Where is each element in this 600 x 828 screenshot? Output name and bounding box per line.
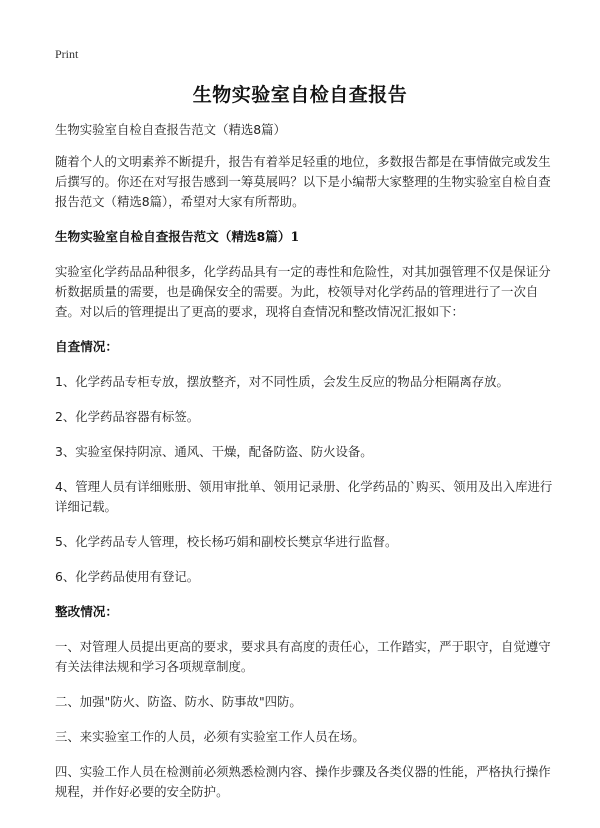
page-title: 生物实验室自检自查报告 — [192, 84, 408, 106]
self-check-item: 3、实验室保持阴凉、通风、干燥，配备防盗、防火设备。 — [55, 444, 373, 459]
document-subtitle: 生物实验室自检自查报告范文（精选8篇） — [55, 122, 286, 137]
intro-paragraph: 随着个人的文明素养不断提升，报告有着举足轻重的地位，多数报告都是在事情做完或发生后撰写的。你还在对写报告感到一筹莫展吗？以下是小编帮大家整理的生物实验室自检自查报告范文（精选8篇），希望对大家有所帮助。 — [55, 154, 551, 209]
document-body — [55, 120, 555, 817]
article-paragraph: 实验室化学药品品种很多，化学药品具有一定的毒性和危险性，对其加强管理不仅是保证分析数据质量的需要，也是确保安全的需要。为此，校领导对化学药品的管理进行了一次自查。对以后的管理提出了更高的要求，现将自查情况和整改情况汇报如下： — [55, 264, 551, 319]
rectification-item: 二、加强"防火、防盗、防水、防事故"四防。 — [55, 694, 302, 709]
rectification-item: 三、来实验室工作的人员，必须有实验室工作人员在场。 — [55, 729, 365, 744]
rectification-item: 一、对管理人员提出更高的要求，要求具有高度的责任心，工作踏实，严于职守，自觉遵守有关法律法规和学习各项规章制度。 — [55, 639, 551, 674]
rectification-heading: 整改情况： — [55, 604, 118, 619]
self-check-item: 1、化学药品专柜专放，摆放整齐，对不同性质，会发生反应的物品分柜隔离存放。 — [55, 374, 509, 389]
print-label: Print — [55, 47, 79, 61]
self-check-heading: 自查情况： — [55, 339, 118, 354]
self-check-item: 2、化学药品容器有标签。 — [55, 409, 200, 424]
self-check-item: 5、化学药品专人管理，校长杨巧娟和副校长樊京华进行监督。 — [55, 534, 398, 549]
self-check-item: 6、化学药品使用有登记。 — [55, 569, 200, 584]
article-heading-text: 生物实验室自检自查报告范文（精选8篇） — [55, 229, 291, 244]
self-check-item: 4、管理人员有详细账册、领用审批单、领用记录册、化学药品的`购买、领用及出入库进行详细记载。 — [55, 479, 553, 514]
rectification-item: 四、实验工作人员在检测前必须熟悉检测内容、操作步骤及各类仪器的性能，严格执行操作规程，并作好必要的安全防护。 — [55, 764, 551, 799]
article-heading-number: 1 — [290, 229, 300, 244]
article-heading — [55, 227, 555, 247]
